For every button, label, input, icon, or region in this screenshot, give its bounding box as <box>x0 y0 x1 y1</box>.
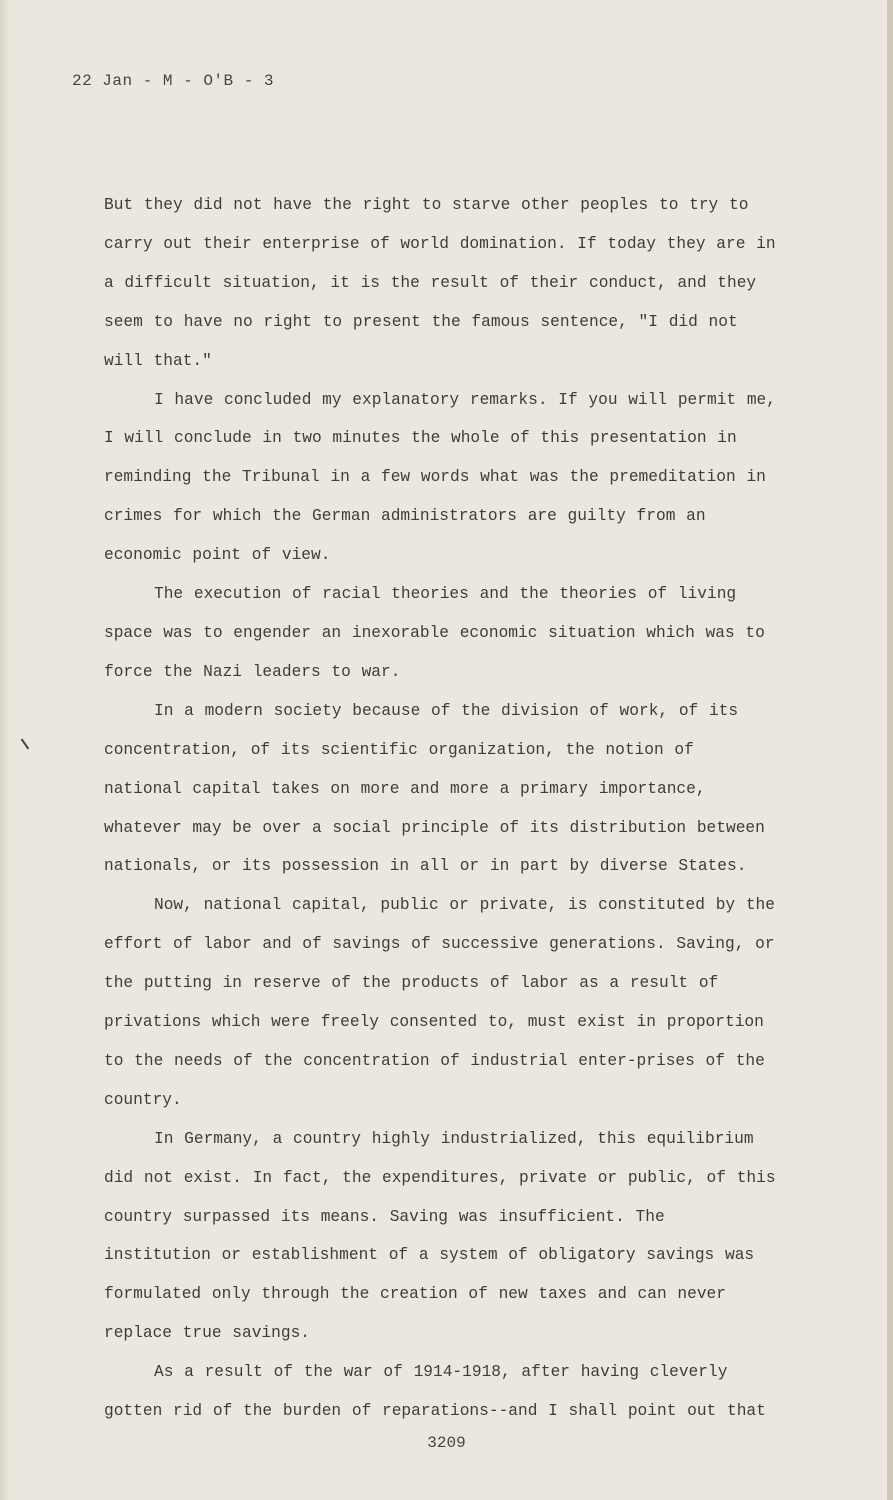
paragraph-6: In Germany, a country highly industrialized, this equilibrium did not exist. In fact, the expenditures, private or public, of this country surpassed its means. Saving was insufficient. The institution or establishment of a system of obligatory savings was formulated only through the creation of new taxes and can never replace true savings. <box>104 1129 776 1343</box>
paragraph-7: As a result of the war of 1914-1918, after having cleverly gotten rid of the burden of reparations--and I shall point out that <box>104 1363 766 1421</box>
paragraph-4: In a modern society because of the division of work, of its concentration, of its scientific organization, the notion of national capital takes on more and more a primary importance, whatever may be over a social principle of its distribution between nationals, or its possession in all or in part by diverse States. <box>104 701 765 876</box>
document-reference-header: 22 Jan - M - O'B - 3 <box>72 72 275 90</box>
paragraph-2: I have concluded my explanatory remarks. If you will permit me, I will conclude in two minutes the whole of this presentation in reminding the Tribunal in a few words what was the premeditation in crimes for which the German administrators are guilty from an economic point of view. <box>104 390 776 565</box>
page-number: 3209 <box>427 1434 466 1452</box>
paragraph-5: Now, national capital, public or private, is constituted by the effort of labor and of savings of successive generations. Saving, or the putting in reserve of the products of labor as a result of privations which were freely consented to, must exist in proportion to the needs of the concentration of industrial enter-prises of the country. <box>104 896 775 1109</box>
paragraph-3: The execution of racial theories and the theories of living space was to engender an inexorable economic situation which was to force the Nazi leaders to war. <box>104 585 765 681</box>
document-body <box>104 186 780 1431</box>
paragraph-1: But they did not have the right to starve other peoples to try to carry out their enterprise of world domination. If today they are in a difficult situation, it is the result of their conduct, and they seem to have no right to present the famous sentence, "I did not will that." <box>104 196 776 370</box>
margin-tick-mark <box>21 739 30 750</box>
